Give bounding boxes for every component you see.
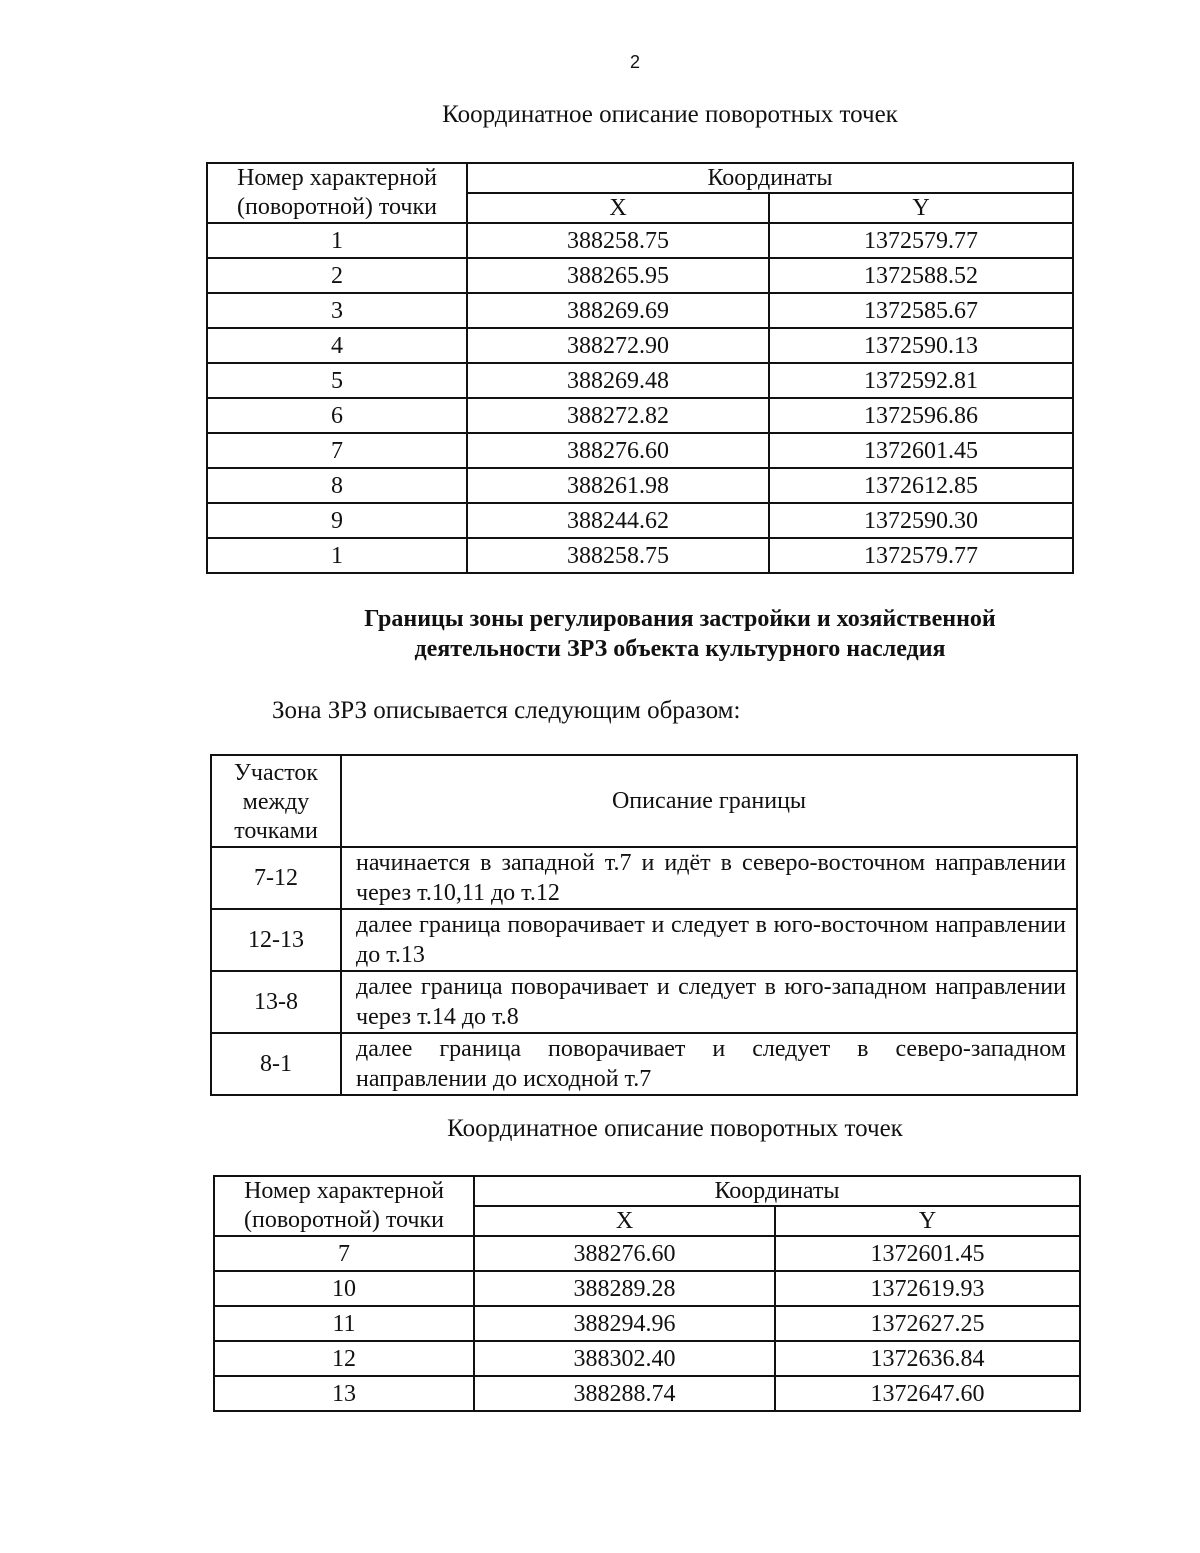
point-number-cell: 2 [207,258,467,293]
description-cell: далее граница поворачивает и следует в северо-западном направлении до исходной т.7 [341,1033,1077,1095]
table-row [207,433,1073,468]
point-number-cell: 5 [207,363,467,398]
table-row [214,1376,1080,1411]
point-number-cell: 9 [207,503,467,538]
x-coordinate-cell: 388272.82 [467,398,769,433]
table-row [211,847,1077,909]
header-coordinates: Координаты [467,163,1073,193]
point-number-cell: 1 [207,538,467,573]
x-coordinate-cell: 388244.62 [467,503,769,538]
y-coordinate-cell: 1372590.30 [769,503,1073,538]
table-row [207,363,1073,398]
table-row [207,538,1073,573]
header-y: Y [769,193,1073,223]
y-coordinate-cell: 1372627.25 [775,1306,1080,1341]
x-coordinate-cell: 388289.28 [474,1271,775,1306]
x-coordinate-cell: 388276.60 [474,1236,775,1271]
table-row [207,328,1073,363]
y-coordinate-cell: 1372647.60 [775,1376,1080,1411]
table-row [214,1341,1080,1376]
y-coordinate-cell: 1372592.81 [769,363,1073,398]
description-cell: далее граница поворачивает и следует в юго-восточном направлении до т.13 [341,909,1077,971]
zone-intro: Зона ЗРЗ описывается следующим образом: [272,697,741,724]
y-coordinate-cell: 1372596.86 [769,398,1073,433]
table-row [211,1033,1077,1095]
table-row [207,398,1073,433]
zrz-boundaries-title [300,604,1060,664]
point-number-cell: 12 [214,1341,474,1376]
table-body [214,1236,1080,1411]
x-coordinate-cell: 388265.95 [467,258,769,293]
table-body [207,223,1073,573]
header-segment [211,755,341,847]
y-coordinate-cell: 1372601.45 [769,433,1073,468]
segment-cell: 12-13 [211,909,341,971]
point-number-cell: 4 [207,328,467,363]
table-row [214,1306,1080,1341]
table-row [207,293,1073,328]
turning-points-table-1 [206,162,1074,574]
x-coordinate-cell: 388269.69 [467,293,769,328]
y-coordinate-cell: 1372590.13 [769,328,1073,363]
title-line1: Границы зоны регулирования застройки и хозяйственной [364,606,996,632]
y-coordinate-cell: 1372579.77 [769,538,1073,573]
segment-cell: 7-12 [211,847,341,909]
header-point-line1: Номер характерной [244,1178,444,1204]
point-number-cell: 8 [207,468,467,503]
header-coordinates: Координаты [474,1176,1080,1206]
boundary-description-table [210,754,1078,1096]
y-coordinate-cell: 1372636.84 [775,1341,1080,1376]
point-number-cell: 7 [214,1236,474,1271]
x-coordinate-cell: 388261.98 [467,468,769,503]
table-row [211,971,1077,1033]
y-coordinate-cell: 1372619.93 [775,1271,1080,1306]
header-point-number [207,163,467,223]
header-segment-line2: между [242,788,310,815]
table-row [207,223,1073,258]
turning-points-table-2 [213,1175,1081,1412]
x-coordinate-cell: 388276.60 [467,433,769,468]
table-row [211,909,1077,971]
point-number-cell: 7 [207,433,467,468]
point-number-cell: 6 [207,398,467,433]
table-body [211,847,1077,1095]
table-row [207,258,1073,293]
header-y: Y [775,1206,1080,1236]
table-row [207,503,1073,538]
x-coordinate-cell: 388258.75 [467,223,769,258]
section3-heading: Координатное описание поворотных точек [447,1115,903,1142]
x-coordinate-cell: 388302.40 [474,1341,775,1376]
header-segment-line3: точками [234,817,318,844]
page-number: 2 [629,52,640,72]
header-x: X [467,193,769,223]
y-coordinate-cell: 1372588.52 [769,258,1073,293]
point-number-cell: 13 [214,1376,474,1411]
description-cell: начинается в западной т.7 и идёт в северо-восточном направлении через т.10,11 до т.12 [341,847,1077,909]
header-description: Описание границы [341,755,1077,847]
title-line2: деятельности ЗРЗ объекта культурного наследия [414,636,946,662]
y-coordinate-cell: 1372579.77 [769,223,1073,258]
y-coordinate-cell: 1372612.85 [769,468,1073,503]
y-coordinate-cell: 1372601.45 [775,1236,1080,1271]
header-point-line2: (поворотной) точки [244,1207,444,1233]
x-coordinate-cell: 388269.48 [467,363,769,398]
description-cell: далее граница поворачивает и следует в юго-западном направлении через т.14 до т.8 [341,971,1077,1033]
point-number-cell: 3 [207,293,467,328]
header-point-number [214,1176,474,1236]
x-coordinate-cell: 388294.96 [474,1306,775,1341]
header-segment-line1: Участок [233,759,319,786]
table-row [214,1271,1080,1306]
table-row [214,1236,1080,1271]
table-row [207,468,1073,503]
x-coordinate-cell: 388288.74 [474,1376,775,1411]
point-number-cell: 10 [214,1271,474,1306]
header-point-line1: Номер характерной [237,165,437,191]
point-number-cell: 1 [207,223,467,258]
x-coordinate-cell: 388258.75 [467,538,769,573]
header-x: X [474,1206,775,1236]
y-coordinate-cell: 1372585.67 [769,293,1073,328]
segment-cell: 13-8 [211,971,341,1033]
section1-heading: Координатное описание поворотных точек [442,101,898,128]
point-number-cell: 11 [214,1306,474,1341]
header-point-line2: (поворотной) точки [237,194,437,220]
x-coordinate-cell: 388272.90 [467,328,769,363]
segment-cell: 8-1 [211,1033,341,1095]
